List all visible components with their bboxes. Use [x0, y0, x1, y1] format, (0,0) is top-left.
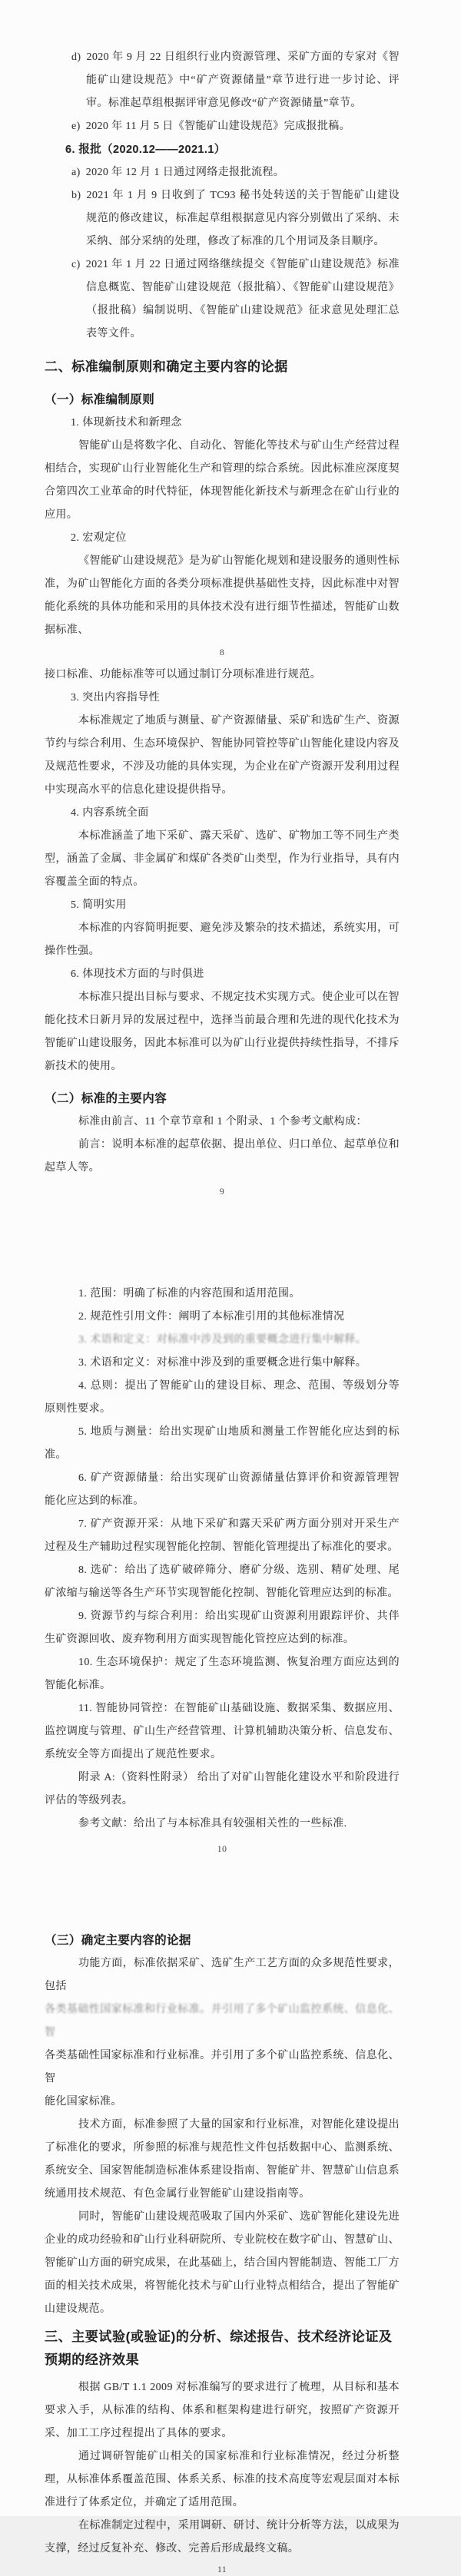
heading1: 三、主要试验(或验证)的分析、综述报告、技术经济论证及预期的经济效果 [45, 2329, 393, 2367]
list-marker: e) [71, 121, 81, 132]
document-page-9 [0, 662, 461, 1281]
heading1: 二、标准编制原则和确定主要内容的论据 [45, 359, 288, 374]
page-number: 9 [219, 1186, 225, 1197]
paragraph: 1. 范围：明确了标准的内容范围和适用范围。 [78, 1288, 300, 1300]
paragraph: 前言：说明本标准的起草依据、提出单位、归口单位、起草单位和起草人等。 [45, 1139, 400, 1174]
sub-item: 6. 体现技术方面的与时俱进 [71, 968, 204, 980]
list-marker: a) [71, 167, 81, 178]
paragraph: 同时，智能矿山建设规范吸取了国内外采矿、选矿智能化建设先进企业的成功经验和矿山行业科研院所、专业院校在数字矿山、智慧矿山、智能矿山方面的研究成果，在此基础上，结合国内智能制造、智能工厂方面的相关技术成果，将智能化技术与矿山行业特点相结合，提出了智能矿山建设规范。 [45, 2211, 400, 2315]
paragraph: 本标准涵盖了地下采矿、露天采矿、选矿、矿物加工等不同生产类型，涵盖了金属、非金属矿和煤矿各类矿山类型，作为行业指导，具有内容覆盖全面的特点。 [45, 830, 400, 888]
paragraph: 根据 GB/T 1.1 2009 对标准编写的要求进行了梳理，从目标和基本要求入手，从标准的结构、体系和框架构建进行研究，按照矿产资源开采、加工工序过程提出了具体的要求。 [45, 2382, 400, 2439]
document-page-10 [0, 1281, 461, 1920]
paragraph: 在标准制定过程中，采用调研、研讨、统计分析等方法，以成果为支撑，经过反复补充、修改、完善后形成最终文稿。 [45, 2520, 400, 2554]
list-marker: c) [71, 259, 81, 270]
sub-item: 3. 突出内容指导性 [71, 692, 160, 704]
paragraph: 《智能矿山建设规范》是为矿山智能化规划和建设服务的通则性标准，为矿山智能化方面的各类分项标准提供基础性支持，因此标准中对智能化系统的具体功能和采用的具体技术没有进行细节性描述，智能矿山数据标准、 [45, 555, 400, 636]
list-item-text: 2020 年 9 月 22 日组织行业内资源管理、采矿方面的专家对《智能矿山建设规范》中“矿产资源储量”章节进行进一步讨论、评审。标准起草组根据评审意见修改“矿产资源储量”章节。 [86, 51, 400, 109]
heading2: （一）标准编制原则 [45, 393, 155, 406]
paragraph: 7. 矿产资源开采：从地下采矿和露天采矿两方面分别对开采生产过程及生产辅助过程实现智能化控制、智能化管理提出了标准化的要求。 [45, 1518, 400, 1553]
paragraph: 智能矿山是将数字化、自动化、智能化等技术与矿山生产经营过程相结合，实现矿山行业智能化生产和管理的综合系统。因此标准应深度契合第四次工业革命的时代特征，体现智能化新技术与新理念在矿山行业的应用。 [45, 440, 400, 521]
paragraph: 本标准规定了地质与测量、矿产资源储量、采矿和选矿生产、资源节约与综合利用、生态环境保护、智能协同管控等矿山智能化建设内容及及规范性要求，不涉及功能的具体实现，为企业在矿产资源开发利用过程中实现高水平的信息化建设提供指导。 [45, 715, 400, 796]
page-number: 8 [219, 647, 225, 657]
document-page-11 [0, 1920, 461, 2574]
list-item-text: 2021 年 1 月 22 日通过网络继续提交《智能矿山建设规范》标准信息概览、智能矿山建设规范（报批稿）、《智能矿山建设规范》（报批稿）编制说明、《智能矿山建设规范》征求意见处理汇总表等文件。 [85, 259, 400, 339]
paragraph: 功能方面，标准依据采矿、选矿生产工艺方面的众多规范性要求，包括 [45, 1958, 400, 1992]
continuation: 各类基础性国家标准和行业标准。并引用了多个矿山监控系统、信息化、智 [45, 2050, 400, 2084]
paragraph: 9. 资源节约与综合利用：给出实现矿山资源利用跟踪评价、共伴生矿资源回收、废弃物利用方面实现智能化管控应达到的标准。 [45, 1611, 400, 1645]
paragraph: 8. 选矿：给出了选矿破碎筛分、磨矿分级、选别、精矿处理、尾矿浓缩与输送等各生产环节实现智能化控制、智能化管理应达到的标准。 [45, 1564, 400, 1599]
sub-item: 1. 体现新技术和新理念 [71, 417, 182, 429]
paragraph: 11. 智能协同管控：在智能矿山基础设施、数据采集、数据应用、监控调度与管理、矿山生产经营管理、计算机辅助决策分析、信息发布、系统安全等方面提出了规范性要求。 [45, 1703, 400, 1760]
continuation-ghost: 各类基础性国家标准和行业标准。并引用了多个矿山监控系统、信息化、智 [45, 2004, 400, 2038]
list-marker: b) [71, 190, 81, 201]
paragraph-ghost: 3. 术语和定义：对标准中涉及到的重要概念进行集中解释。 [78, 1334, 367, 1346]
sub-item: 5. 简明实用 [71, 899, 127, 911]
list-item [45, 115, 400, 138]
paragraph: 10. 生态环境保护：规定了生态环境监测、恢复治理方面应达到的智能化标准。 [45, 1657, 400, 1691]
page-number: 11 [217, 2564, 227, 2574]
list-marker: d) [71, 51, 81, 63]
heading2: （二）标准的主要内容 [45, 1092, 167, 1105]
paragraph: 技术方面，标准参照了大量的国家和行业标准，对智能化建设提出了标准化的要求，所参照的标准与规范性文件包括数据中心、监测系统、系统安全、国家智能制造标准体系建设指南、智能矿井、智慧矿山信息系统通用技术规范、有色金属行业智能矿山建设指南等。 [45, 2119, 400, 2200]
page-number: 10 [217, 1843, 227, 1854]
list-item-text: 2020 年 11 月 5 日《智能矿山建设规范》完成报批稿。 [85, 121, 351, 132]
paragraph: 本标准只提出目标与要求、不规定技术实现方式。使企业可以在智能化技术日新月异的发展过程中，选择当前最合理和先进的现代化技术为智能矿山建设服务，因此本标准可以为矿山行业提供持续性指导，不排斥新技术的使用。 [45, 992, 400, 1072]
paragraph: 附录 A:（资料性附录） 给出了对矿山智能化建设水平和阶段进行评估的等级列表。 [45, 1772, 400, 1806]
paragraph: 参考文献：给出了与本标准具有较强相关性的一些标准. [78, 1818, 347, 1829]
paragraph: 本标准的内容简明扼要、避免涉及繁杂的技术描述，系统实用，可操作性强。 [45, 922, 400, 957]
paragraph: 4. 总则：提出了智能矿山的建设目标、理念、范围、等级划分等原则性要求。 [45, 1380, 400, 1415]
list-item [45, 46, 400, 115]
continuation: 接口标准、功能标准等可以通过制订分项标准进行规范。 [45, 669, 321, 680]
paragraph: 通过调研智能矿山相关的国家标准和行业标准情况，经过分析整理，从标准体系覆盖范围、体系关系、标准的技术高度等宏观层面对本标准进行了体系定位，并确定了适用范围。 [45, 2451, 400, 2508]
paragraph: 6. 矿产资源储量：给出实现矿山资源储量估算评价和资源管理智能化应达到的标准。 [45, 1472, 400, 1507]
list-item-text: 2020 年 12 月 1 日通过网络走报批流程。 [85, 167, 285, 178]
bold-item: 6. 报批（2020.12——2021.1） [65, 144, 226, 156]
list-item [45, 161, 400, 184]
sub-item: 2. 宏观定位 [71, 532, 127, 544]
continuation: 能化国家标准。 [45, 2096, 122, 2107]
list-item [45, 253, 400, 346]
paragraph: 5. 地质与测量：给出实现矿山地质和测量工作智能化应达到的标准。 [45, 1426, 400, 1461]
list-item [45, 184, 400, 253]
paragraph: 3. 术语和定义：对标准中涉及到的重要概念进行集中解释。 [78, 1357, 367, 1369]
sub-item: 4. 内容系统全面 [71, 807, 149, 819]
paragraph: 2. 规范性引用文件：阐明了本标准引用的其他标准情况 [78, 1311, 345, 1323]
list-item-text: 2021 年 1 月 9 日收到了 TC93 秘书处转送的关于智能矿山建设规范的修改建议，标准起草组根据意见内容分别做出了采纳、未采纳、部分采纳的处理，修改了标准的几个用词及条目顺序。 [86, 190, 400, 247]
heading2: （三）确定主要内容的论据 [45, 1934, 191, 1947]
document-page-8 [0, 0, 461, 662]
paragraph: 标准由前言、11 个章节章和 1 个附录、1 个参考文献构成： [78, 1116, 367, 1127]
